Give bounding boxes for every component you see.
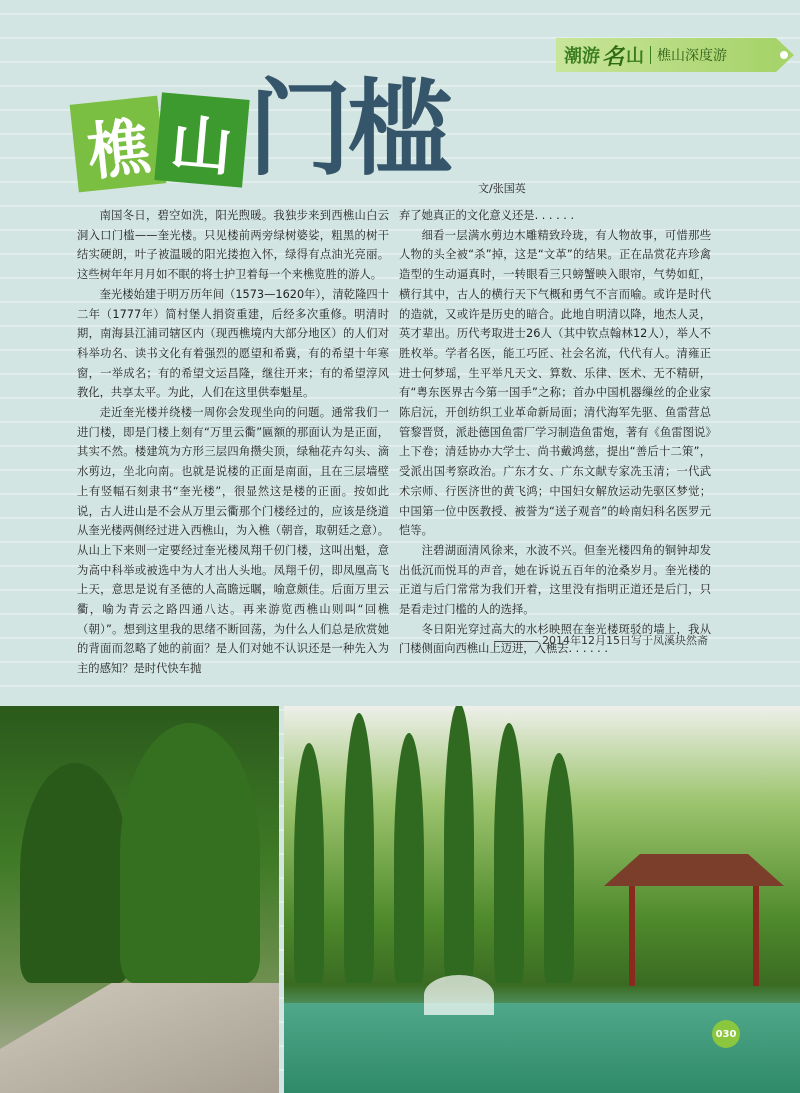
paragraph-continued: 弃了她真正的文化意义还是. . . . . . [399, 209, 575, 222]
tree-shape [20, 763, 130, 983]
header-divider [650, 46, 651, 64]
paragraph: 奎光楼始建于明万历年间（1573—1620年），清乾隆四十二年（1777年）简村堡人捐资重建，后经多次重修。明清时期，南海县江浦司辖区内（现西樵境内大部分地区）的人们对科举功名、读书文化有着强烈的愿望和希冀，有的希望十年寒窗，一举成名；有的希望文运昌隆，继往开来；有的希望淳风教化，共享太平。为此，人们在这里供奉魁星。 [77, 287, 389, 400]
photo-tree-path [0, 706, 279, 1093]
header-dot-icon [780, 51, 788, 59]
title-rest: 门槛 [248, 68, 449, 190]
page-number: 030 [712, 1020, 740, 1048]
paragraph: 细看一层满水剪边木雕精致玲珑，有人物故事，可惜那些人物的头全被“杀”掉，这是“文革”的结果。正在品赏花卉珍禽造型的生动逼真时，一转眼看三只螃蟹映入眼帘，气势如虹，横行其中，古人的横行天下气概和勇气不言而喻。或许是时代的造就，又或许是历史的暗合。此地自明清以降，地杰人灵，英才辈出。历代考取进士26人（其中钦点翰林12人），举人不胜枚举。学者名医，能工巧匠、社会名流，代代有人。清雍正进士何梦瑶，生平举凡天文、算数、乐律、医术、无不精研，有“粤东医界古今第一国手”之称；首办中国机器缫丝的企业家陈启沅，开创纺织工业革命新局面；清代海军先驱、鱼雷营总管黎晋贤，派赴德国鱼雷厂学习制造鱼雷炮，著有《鱼雷图说》上下卷；清廷协办大学士、尚书戴鸿慈，提出“善后十二策”，受派出国考察政治。广东才女、广东文献专家冼玉清；一代武术宗师、行医济世的黄飞鸿；中国妇女解放运动先驱区梦觉；中国第一位中医教授、被誉为“送子观音”的岭南妇科名医罗元恺等。 [399, 228, 711, 538]
pavilion-roof [604, 846, 784, 886]
tree-shape [494, 723, 524, 983]
tree-shape [344, 713, 374, 983]
tree-shape [444, 706, 474, 983]
section-header-tag [556, 38, 776, 72]
signoff-text: 2014年12月15日写于凤溪块然斋 [542, 634, 708, 647]
tree-shape [120, 723, 260, 983]
pavilion-body [629, 886, 759, 986]
tree-shape [394, 733, 424, 983]
header-part1: 潮游 [564, 46, 600, 67]
header-part3: 山 [626, 46, 645, 67]
header-part2: 名 [602, 43, 625, 70]
title-char2: 山 [154, 92, 249, 187]
paragraph: 南国冬日，碧空如洗，阳光煦暖。我独步来到西樵山白云洞入口门槛——奎光楼。只见楼前两旁绿树婆娑，粗黑的树干结实硬朗，叶子被温暖的阳光搂抱入怀，绿得有点油光亮丽。这些树年年月月如不眠的将士护卫着每一个来樵览胜的游人。 [77, 209, 389, 282]
lake-water [284, 1003, 800, 1093]
article-right-column [399, 206, 711, 659]
header-section: 樵山深度游 [657, 48, 728, 64]
paragraph: 注碧湖面清风徐来，水波不兴。但奎光楼四角的铜钟却发出低沉而悦耳的声音，她在诉说五百年的沧桑岁月。奎光楼的正道与后门常常为我们开着，这里没有指明正道还是后门，只是看走过门槛的人的选择。 [399, 543, 711, 617]
signoff [494, 632, 708, 648]
paragraph: 冬日阳光穿过高大的水杉映照在奎光楼斑驳的墙上，我从门楼侧面向西樵山上迈进，入樵去. . . . . . [399, 622, 711, 656]
fountain [424, 975, 494, 1015]
stone-path [0, 983, 279, 1093]
tree-shape [294, 743, 324, 983]
tree-shape [544, 753, 574, 983]
author-byline: 文/张国英 [478, 182, 526, 195]
article-left-column [77, 206, 389, 679]
signoff-rule [494, 641, 538, 642]
paragraph: 走近奎光楼并绕楼一周你会发现坐向的问题。通常我们一进门楼，即是门楼上刻有“万里云衢”匾额的那面认为是正面，其实不然。楼建筑为方形三层四角攒尖顶，绿釉花卉勾头、滴水剪边，坐北向南。也就是说楼的正面是南面，且在三层墙壁上有竖幅石刻隶书“奎光楼”，很显然这是楼的正面。按如此说，古人进山是不会从万里云衢那个门楼经过的，应该是绕道从奎光楼两侧经过进入西樵山，为入樵（朝音，取朝廷之意）。从山上下来则一定要经过奎光楼凤翔千仞门楼，这叫出魁，意为高中科举或被选中为人才出人头地。凤翔千仞，即凤凰高飞上天，意思是说有圣德的人高瞻远瞩，喻意颇佳。后面万里云衢，喻为青云之路四通八达。再来游览西樵山则叫“回樵（朝）”。想到这里我的思绪不断回荡，为什么人们总是欣赏她的背面而忽略了她的前面？是人们对她不认识还是一种先入为主的感知？是时代快车抛 [77, 406, 389, 676]
title-char1: 樵 [70, 96, 167, 193]
